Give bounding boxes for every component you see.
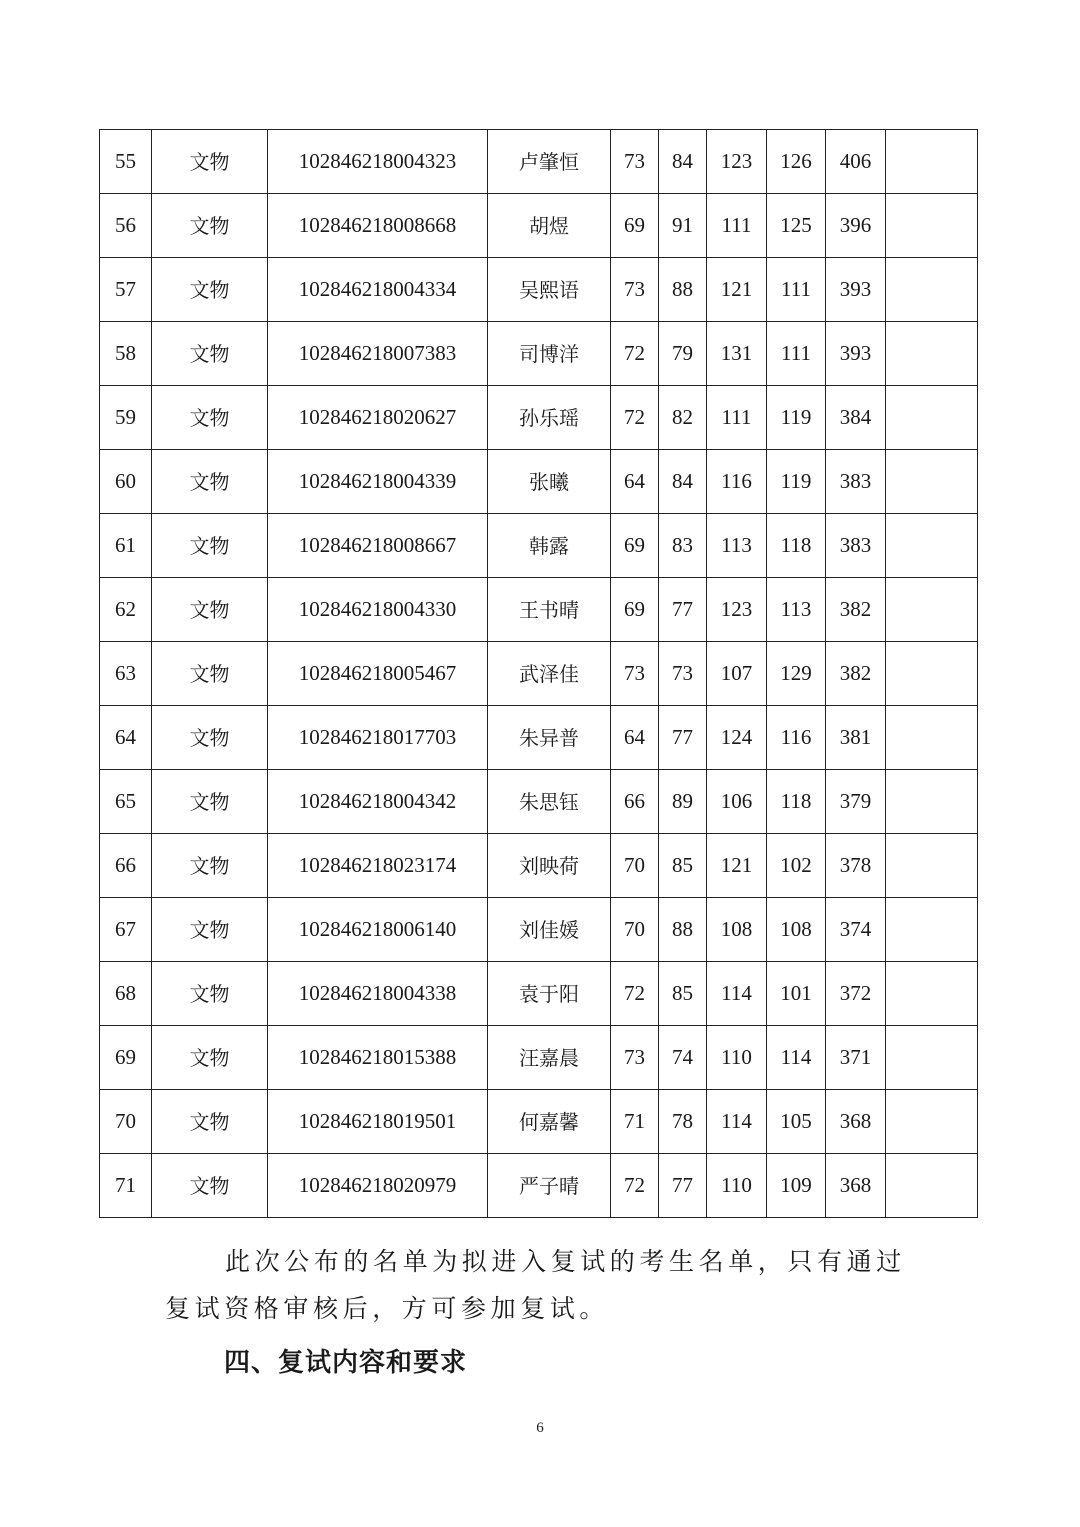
- cell-score-3: 111: [707, 386, 767, 450]
- cell-score-3: 121: [707, 834, 767, 898]
- cell-major: 文物: [152, 898, 268, 962]
- cell-score-1: 72: [611, 962, 659, 1026]
- cell-score-1: 69: [611, 514, 659, 578]
- cell-score-2: 85: [659, 834, 707, 898]
- cell-major: 文物: [152, 770, 268, 834]
- cell-score-1: 70: [611, 834, 659, 898]
- cell-candidate-id: 102846218008667: [268, 514, 488, 578]
- cell-score-4: 105: [767, 1090, 826, 1154]
- cell-candidate-name: 刘映荷: [488, 834, 611, 898]
- cell-serial-number: 63: [100, 642, 152, 706]
- cell-score-2: 82: [659, 386, 707, 450]
- cell-score-3: 108: [707, 898, 767, 962]
- table-row: [100, 1154, 978, 1218]
- cell-score-2: 88: [659, 898, 707, 962]
- cell-score-4: 102: [767, 834, 826, 898]
- cell-candidate-id: 102846218020979: [268, 1154, 488, 1218]
- cell-candidate-id: 102846218017703: [268, 706, 488, 770]
- cell-candidate-name: 严子晴: [488, 1154, 611, 1218]
- cell-score-4: 109: [767, 1154, 826, 1218]
- cell-candidate-name: 朱思钰: [488, 770, 611, 834]
- table-row: [100, 834, 978, 898]
- cell-candidate-name: 张曦: [488, 450, 611, 514]
- cell-score-3: 131: [707, 322, 767, 386]
- cell-total-score: 368: [826, 1090, 886, 1154]
- cell-remark: [886, 514, 978, 578]
- cell-serial-number: 70: [100, 1090, 152, 1154]
- cell-major: 文物: [152, 194, 268, 258]
- cell-serial-number: 55: [100, 130, 152, 194]
- cell-score-3: 121: [707, 258, 767, 322]
- table-row: [100, 258, 978, 322]
- cell-remark: [886, 258, 978, 322]
- cell-candidate-id: 102846218023174: [268, 834, 488, 898]
- cell-major: 文物: [152, 834, 268, 898]
- cell-remark: [886, 1090, 978, 1154]
- cell-major: 文物: [152, 450, 268, 514]
- cell-remark: [886, 194, 978, 258]
- cell-serial-number: 60: [100, 450, 152, 514]
- cell-candidate-name: 武泽佳: [488, 642, 611, 706]
- cell-remark: [886, 642, 978, 706]
- cell-score-1: 72: [611, 322, 659, 386]
- cell-candidate-id: 102846218005467: [268, 642, 488, 706]
- cell-major: 文物: [152, 514, 268, 578]
- cell-candidate-id: 102846218004342: [268, 770, 488, 834]
- cell-score-1: 69: [611, 194, 659, 258]
- cell-total-score: 379: [826, 770, 886, 834]
- cell-score-1: 73: [611, 1026, 659, 1090]
- cell-score-4: 126: [767, 130, 826, 194]
- cell-score-3: 111: [707, 194, 767, 258]
- cell-candidate-name: 朱异普: [488, 706, 611, 770]
- cell-score-1: 73: [611, 642, 659, 706]
- cell-remark: [886, 1154, 978, 1218]
- table-row: [100, 1026, 978, 1090]
- table-row: [100, 898, 978, 962]
- cell-candidate-name: 何嘉馨: [488, 1090, 611, 1154]
- cell-major: 文物: [152, 386, 268, 450]
- cell-candidate-name: 司博洋: [488, 322, 611, 386]
- cell-remark: [886, 322, 978, 386]
- cell-candidate-name: 孙乐瑶: [488, 386, 611, 450]
- cell-score-2: 83: [659, 514, 707, 578]
- cell-total-score: 372: [826, 962, 886, 1026]
- cell-serial-number: 68: [100, 962, 152, 1026]
- cell-remark: [886, 450, 978, 514]
- cell-major: 文物: [152, 1090, 268, 1154]
- note-paragraph: 此次公布的名单为拟进入复试的考生名单，只有通过复试资格审核后，方可参加复试。: [165, 1247, 906, 1323]
- cell-remark: [886, 1026, 978, 1090]
- table-row: [100, 706, 978, 770]
- cell-score-3: 110: [707, 1026, 767, 1090]
- cell-score-3: 114: [707, 962, 767, 1026]
- cell-score-3: 123: [707, 578, 767, 642]
- cell-candidate-name: 韩露: [488, 514, 611, 578]
- cell-score-4: 111: [767, 258, 826, 322]
- cell-major: 文物: [152, 578, 268, 642]
- cell-total-score: 368: [826, 1154, 886, 1218]
- cell-score-1: 72: [611, 386, 659, 450]
- cell-score-1: 69: [611, 578, 659, 642]
- cell-score-4: 113: [767, 578, 826, 642]
- cell-remark: [886, 898, 978, 962]
- cell-candidate-id: 102846218007383: [268, 322, 488, 386]
- cell-serial-number: 57: [100, 258, 152, 322]
- candidate-score-table: [99, 129, 978, 1218]
- cell-remark: [886, 386, 978, 450]
- cell-score-1: 66: [611, 770, 659, 834]
- cell-candidate-id: 102846218004323: [268, 130, 488, 194]
- cell-score-3: 114: [707, 1090, 767, 1154]
- cell-candidate-name: 卢肇恒: [488, 130, 611, 194]
- cell-total-score: 393: [826, 258, 886, 322]
- cell-remark: [886, 962, 978, 1026]
- cell-score-3: 107: [707, 642, 767, 706]
- table-row: [100, 642, 978, 706]
- cell-score-2: 89: [659, 770, 707, 834]
- cell-total-score: 396: [826, 194, 886, 258]
- cell-remark: [886, 770, 978, 834]
- cell-score-2: 84: [659, 450, 707, 514]
- cell-candidate-name: 王书晴: [488, 578, 611, 642]
- cell-total-score: 383: [826, 514, 886, 578]
- cell-serial-number: 59: [100, 386, 152, 450]
- cell-score-1: 64: [611, 706, 659, 770]
- cell-score-1: 70: [611, 898, 659, 962]
- cell-major: 文物: [152, 1026, 268, 1090]
- cell-score-1: 64: [611, 450, 659, 514]
- table-row: [100, 322, 978, 386]
- table-row: [100, 130, 978, 194]
- cell-score-1: 73: [611, 258, 659, 322]
- cell-candidate-name: 汪嘉晨: [488, 1026, 611, 1090]
- cell-candidate-name: 刘佳媛: [488, 898, 611, 962]
- cell-score-1: 73: [611, 130, 659, 194]
- cell-candidate-id: 102846218006140: [268, 898, 488, 962]
- cell-candidate-name: 袁于阳: [488, 962, 611, 1026]
- cell-candidate-id: 102846218008668: [268, 194, 488, 258]
- cell-score-1: 72: [611, 1154, 659, 1218]
- table-row: [100, 578, 978, 642]
- cell-serial-number: 67: [100, 898, 152, 962]
- cell-score-4: 118: [767, 770, 826, 834]
- cell-score-4: 119: [767, 450, 826, 514]
- cell-score-2: 91: [659, 194, 707, 258]
- cell-major: 文物: [152, 130, 268, 194]
- cell-serial-number: 64: [100, 706, 152, 770]
- cell-score-3: 124: [707, 706, 767, 770]
- cell-score-2: 79: [659, 322, 707, 386]
- cell-major: 文物: [152, 322, 268, 386]
- cell-score-3: 106: [707, 770, 767, 834]
- cell-remark: [886, 130, 978, 194]
- cell-serial-number: 66: [100, 834, 152, 898]
- cell-serial-number: 61: [100, 514, 152, 578]
- cell-remark: [886, 578, 978, 642]
- cell-total-score: 381: [826, 706, 886, 770]
- cell-major: 文物: [152, 258, 268, 322]
- cell-serial-number: 58: [100, 322, 152, 386]
- cell-score-3: 113: [707, 514, 767, 578]
- cell-score-4: 111: [767, 322, 826, 386]
- cell-score-4: 116: [767, 706, 826, 770]
- cell-serial-number: 62: [100, 578, 152, 642]
- cell-score-2: 84: [659, 130, 707, 194]
- cell-candidate-name: 胡煜: [488, 194, 611, 258]
- cell-candidate-id: 102846218015388: [268, 1026, 488, 1090]
- cell-score-2: 78: [659, 1090, 707, 1154]
- cell-score-4: 125: [767, 194, 826, 258]
- cell-score-4: 118: [767, 514, 826, 578]
- cell-candidate-id: 102846218004334: [268, 258, 488, 322]
- cell-remark: [886, 834, 978, 898]
- cell-total-score: 384: [826, 386, 886, 450]
- cell-total-score: 383: [826, 450, 886, 514]
- table-row: [100, 962, 978, 1026]
- cell-major: 文物: [152, 962, 268, 1026]
- cell-serial-number: 65: [100, 770, 152, 834]
- cell-score-3: 110: [707, 1154, 767, 1218]
- cell-score-3: 123: [707, 130, 767, 194]
- cell-score-4: 114: [767, 1026, 826, 1090]
- table-row: [100, 386, 978, 450]
- cell-total-score: 382: [826, 578, 886, 642]
- cell-total-score: 374: [826, 898, 886, 962]
- cell-score-2: 73: [659, 642, 707, 706]
- section-heading: 四、复试内容和要求: [224, 1348, 468, 1378]
- cell-serial-number: 56: [100, 194, 152, 258]
- cell-score-3: 116: [707, 450, 767, 514]
- cell-score-4: 129: [767, 642, 826, 706]
- cell-remark: [886, 706, 978, 770]
- page-number: 6: [536, 1420, 544, 1436]
- cell-total-score: 371: [826, 1026, 886, 1090]
- cell-candidate-name: 吴熙语: [488, 258, 611, 322]
- cell-serial-number: 71: [100, 1154, 152, 1218]
- cell-candidate-id: 102846218020627: [268, 386, 488, 450]
- cell-total-score: 382: [826, 642, 886, 706]
- cell-score-2: 77: [659, 578, 707, 642]
- cell-serial-number: 69: [100, 1026, 152, 1090]
- cell-score-2: 74: [659, 1026, 707, 1090]
- cell-score-2: 88: [659, 258, 707, 322]
- cell-candidate-id: 102846218004339: [268, 450, 488, 514]
- table-body: [100, 130, 978, 1218]
- cell-total-score: 406: [826, 130, 886, 194]
- cell-score-2: 77: [659, 1154, 707, 1218]
- cell-score-1: 71: [611, 1090, 659, 1154]
- cell-candidate-id: 102846218004338: [268, 962, 488, 1026]
- table-row: [100, 514, 978, 578]
- cell-total-score: 393: [826, 322, 886, 386]
- cell-score-2: 85: [659, 962, 707, 1026]
- cell-candidate-id: 102846218019501: [268, 1090, 488, 1154]
- cell-major: 文物: [152, 642, 268, 706]
- cell-score-4: 108: [767, 898, 826, 962]
- cell-score-4: 101: [767, 962, 826, 1026]
- cell-score-4: 119: [767, 386, 826, 450]
- table-row: [100, 770, 978, 834]
- cell-total-score: 378: [826, 834, 886, 898]
- table-row: [100, 1090, 978, 1154]
- cell-major: 文物: [152, 706, 268, 770]
- cell-candidate-id: 102846218004330: [268, 578, 488, 642]
- cell-major: 文物: [152, 1154, 268, 1218]
- cell-score-2: 77: [659, 706, 707, 770]
- table-row: [100, 194, 978, 258]
- table-row: [100, 450, 978, 514]
